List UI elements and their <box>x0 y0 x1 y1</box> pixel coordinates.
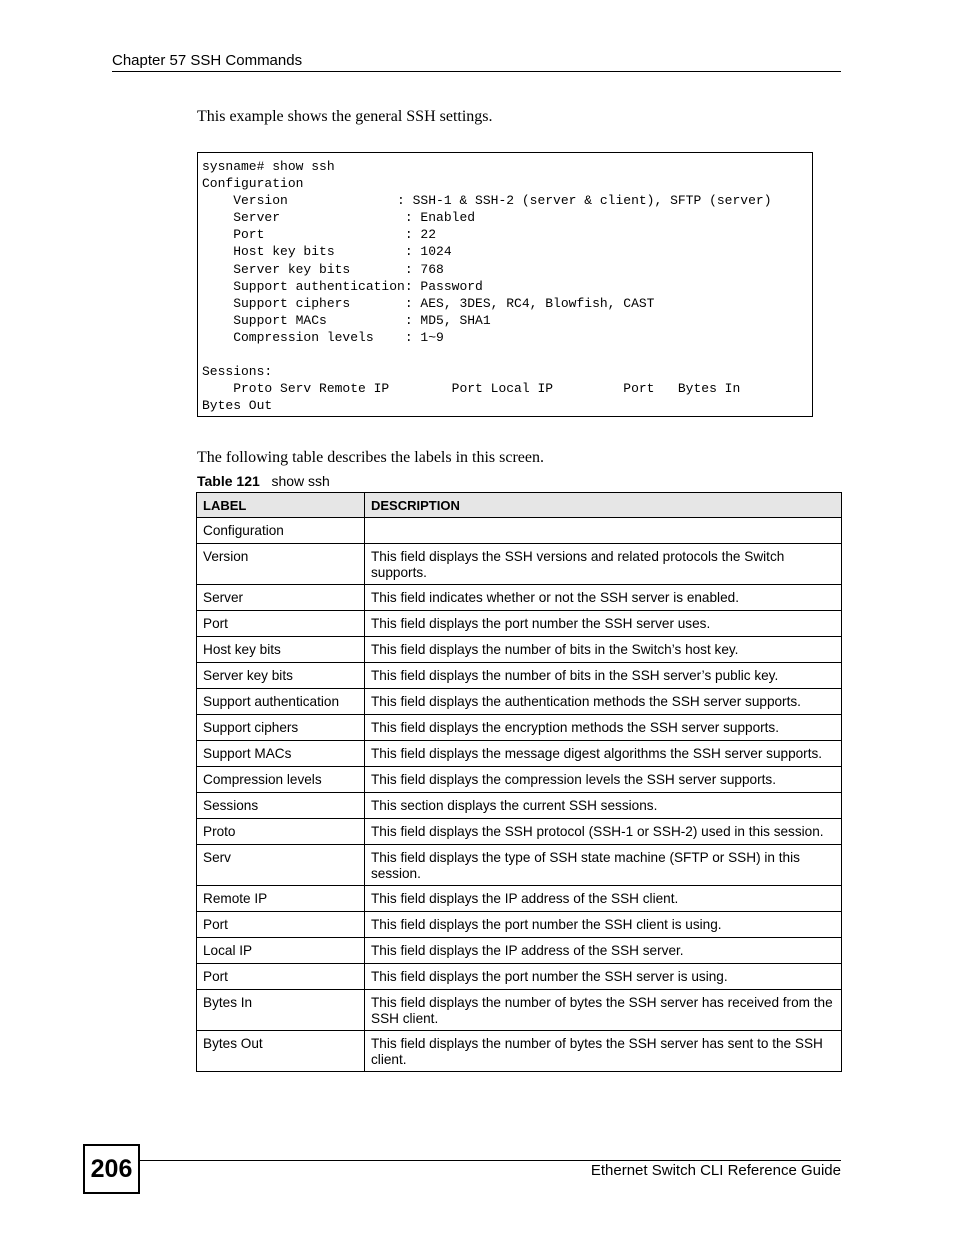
row-label: Sessions <box>197 793 365 819</box>
chapter-title: Chapter 57 SSH Commands <box>112 52 303 69</box>
row-description: This section displays the current SSH sessions. <box>365 793 842 819</box>
row-description: This field displays the IP address of the SSH client. <box>365 886 842 912</box>
row-label: Port <box>197 611 365 637</box>
table-row <box>197 741 842 767</box>
row-description: This field displays the SSH protocol (SSH-1 or SSH-2) used in this session. <box>365 819 842 845</box>
row-description: This field displays the type of SSH state machine (SFTP or SSH) in this session. <box>365 845 842 886</box>
row-description: This field displays the port number the SSH server is using. <box>365 964 842 990</box>
row-label: Proto <box>197 819 365 845</box>
table-row <box>197 819 842 845</box>
label-column-header: LABEL <box>197 493 365 518</box>
table-row <box>197 585 842 611</box>
table-row <box>197 663 842 689</box>
guide-title: Ethernet Switch CLI Reference Guide <box>590 1162 841 1179</box>
row-description: This field displays the authentication methods the SSH server supports. <box>365 689 842 715</box>
row-label: Support ciphers <box>197 715 365 741</box>
row-label: Remote IP <box>197 886 365 912</box>
row-label: Port <box>197 964 365 990</box>
row-description: This field displays the number of bytes the SSH server has sent to the SSH client. <box>365 1031 842 1072</box>
row-description: This field displays the port number the SSH server uses. <box>365 611 842 637</box>
row-label: Compression levels <box>197 767 365 793</box>
row-label: Version <box>197 544 365 585</box>
row-description: This field displays the message digest algorithms the SSH server supports. <box>365 741 842 767</box>
row-label: Local IP <box>197 938 365 964</box>
row-description: This field displays the number of bits in the Switch’s host key. <box>365 637 842 663</box>
row-label: Serv <box>197 845 365 886</box>
row-label: Bytes In <box>197 990 365 1031</box>
table-row <box>197 689 842 715</box>
row-description: This field displays the port number the SSH client is using. <box>365 912 842 938</box>
table-row <box>197 912 842 938</box>
table-row <box>197 964 842 990</box>
row-description: This field displays the compression levels the SSH server supports. <box>365 767 842 793</box>
table-header-row <box>197 493 842 518</box>
row-description: This field displays the SSH versions and related protocols the Switch supports. <box>365 544 842 585</box>
page-number: 206 <box>83 1144 140 1194</box>
row-label: Support authentication <box>197 689 365 715</box>
table-caption-title: show ssh <box>271 473 330 489</box>
footer-divider <box>140 1160 841 1161</box>
table-intro-text: The following table describes the labels in this screen. <box>197 449 545 466</box>
row-label: Port <box>197 912 365 938</box>
labels-table <box>196 492 842 1072</box>
table-row <box>197 1031 842 1072</box>
intro-text: This example shows the general SSH settings. <box>197 108 493 125</box>
table-row <box>197 637 842 663</box>
row-label: Bytes Out <box>197 1031 365 1072</box>
row-description: This field displays the number of bytes the SSH server has received from the SSH client. <box>365 990 842 1031</box>
table-row <box>197 793 842 819</box>
row-description: This field displays the number of bits in the SSH server’s public key. <box>365 663 842 689</box>
row-description <box>365 518 842 544</box>
row-label: Server <box>197 585 365 611</box>
row-label: Configuration <box>197 518 365 544</box>
table-row <box>197 886 842 912</box>
row-label: Host key bits <box>197 637 365 663</box>
row-label: Support MACs <box>197 741 365 767</box>
table-row <box>197 767 842 793</box>
code-example: sysname# show ssh Configuration Version : SSH-1 & SSH-2 (server & client), SFTP (server) Server : Enabled Port : 22 Host key bits : 1024 Server key bits : 768 Support authentication: Password Support ciphers : AES, 3DES, RC4, Blowfish, CAST Support MACs : MD5, SHA1 Compression levels : 1~9 Sessions: Proto Serv Remote IP Port Local IP Port Bytes In Bytes Out <box>202 159 772 414</box>
table-row <box>197 611 842 637</box>
table-caption-number: Table 121 <box>197 473 260 489</box>
description-column-header: DESCRIPTION <box>365 493 842 518</box>
header-divider <box>112 71 841 72</box>
table-row <box>197 518 842 544</box>
code-example-box <box>197 152 813 417</box>
row-label: Server key bits <box>197 663 365 689</box>
table-row <box>197 544 842 585</box>
table-row <box>197 845 842 886</box>
table-row <box>197 990 842 1031</box>
table-row <box>197 715 842 741</box>
table-row <box>197 938 842 964</box>
row-description: This field displays the IP address of the SSH server. <box>365 938 842 964</box>
row-description: This field displays the encryption methods the SSH server supports. <box>365 715 842 741</box>
row-description: This field indicates whether or not the SSH server is enabled. <box>365 585 842 611</box>
table-caption <box>197 473 330 489</box>
